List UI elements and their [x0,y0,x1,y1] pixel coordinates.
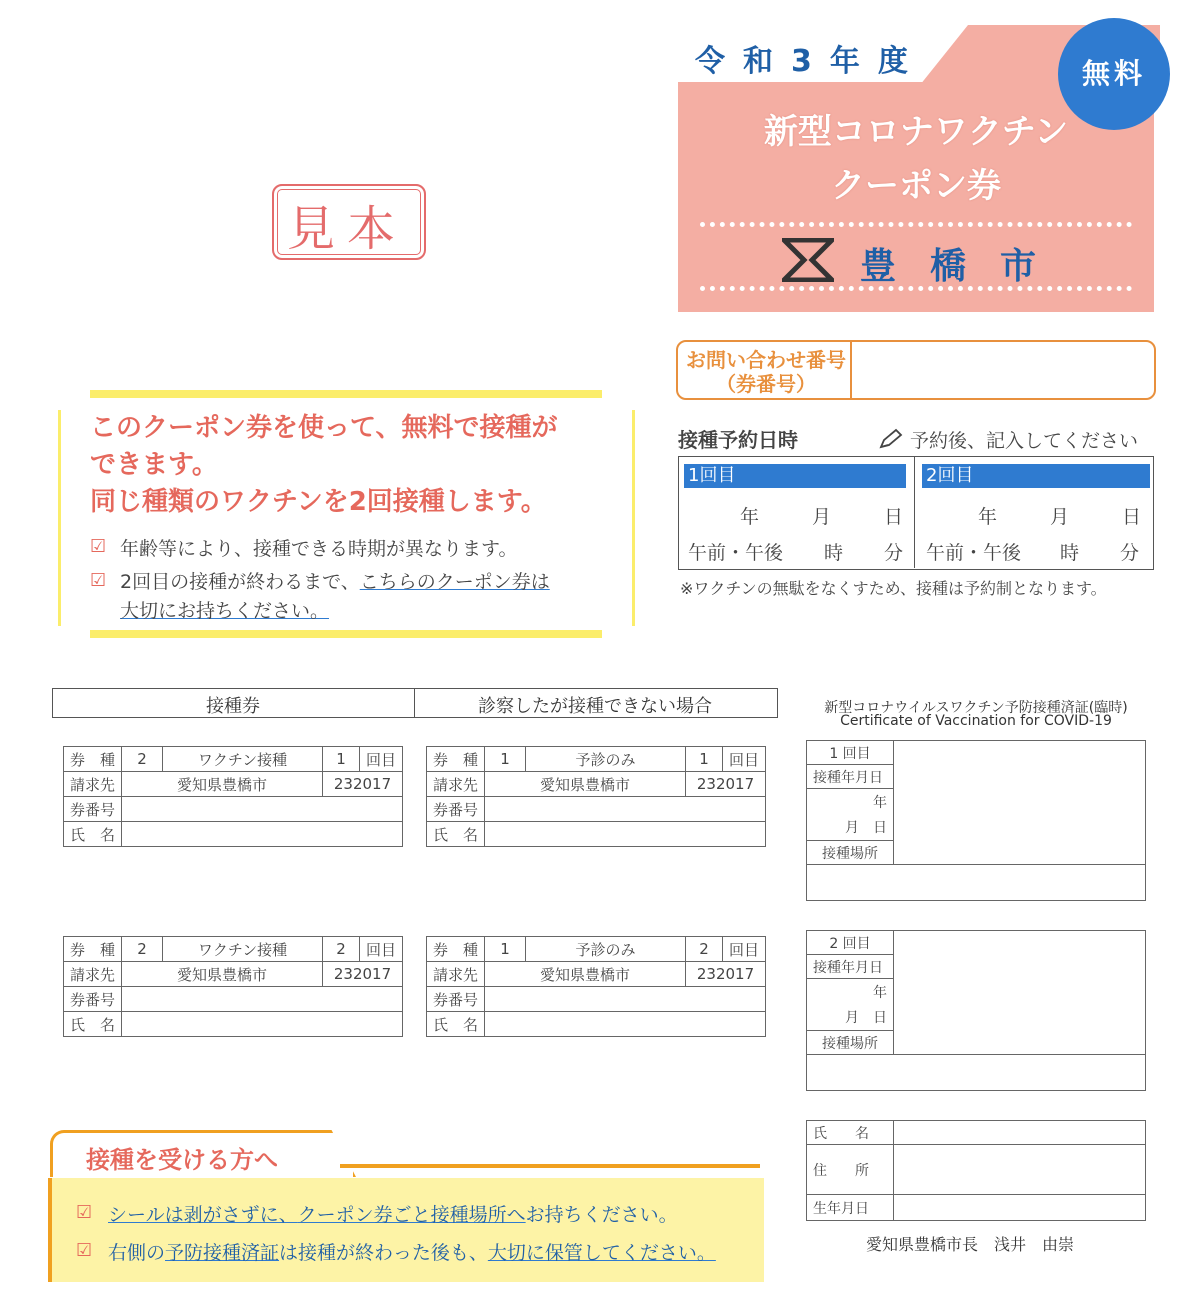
address-field[interactable] [894,1145,1146,1195]
date-label: 接種年月日 [807,955,894,979]
name-label: 氏 名 [427,1012,485,1037]
billing-value: 愛知県豊橋市 [485,772,686,797]
notice-border [58,410,61,626]
kind-label: 券 種 [64,747,122,772]
dose1-seal-area[interactable] [894,741,1146,865]
dose-number: 2 [685,937,722,962]
recipient-body [48,1178,764,1282]
name-field[interactable] [894,1121,1146,1145]
number-label: 券番号 [64,797,122,822]
notice-bullet-2-emphasis: こちらのクーポン券は [359,571,550,593]
kind-name: ワクチン接種 [163,747,323,772]
fiscal-year: 令和3年度 [695,44,926,79]
billing-code: 232017 [322,962,402,987]
checkbox-icon: ☑ [90,570,107,591]
dose-number: 2 [322,937,359,962]
date-year: 年 [807,789,894,815]
second-ampm-label: 午前・午後 [926,542,1022,564]
coupon-header-right: 診察したが接種できない場合 [478,696,712,717]
pencil-icon [878,428,904,450]
first-ampm-label: 午前・午後 [688,542,784,564]
checkbox-icon: ☑ [76,1240,93,1261]
billing-code: 232017 [685,962,765,987]
notice-headline-line1: このクーポン券を使って、無料で接種が [90,413,558,443]
city-emblem-icon [782,238,834,282]
coupon-title-line2: クーポン券 [831,166,1001,206]
kind-label: 券 種 [427,747,485,772]
first-minute-label: 分 [884,542,904,564]
dose-number: 1 [685,747,722,772]
dose2-seal-area[interactable] [894,931,1146,1055]
checkbox-icon: ☑ [76,1202,93,1223]
first-month-label: 月 [812,506,832,528]
kind-name: ワクチン接種 [163,937,323,962]
coupon-ticket-exam-2[interactable] [426,936,766,1037]
address-label: 住 所 [807,1145,894,1195]
second-year-label: 年 [978,506,998,528]
recipient-divider [340,1164,760,1168]
dose2-place-field[interactable] [807,1055,1146,1091]
name-field[interactable] [485,822,766,847]
recipient-line-1-b: クーポン券ごと接種場所へ [297,1204,526,1226]
birth-field[interactable] [894,1195,1146,1221]
billing-value: 愛知県豊橋市 [122,772,323,797]
inquiry-divider [850,342,852,398]
notice-headline-line3: 同じ種類のワクチンを2回接種します。 [90,487,547,517]
number-field[interactable] [485,987,766,1012]
first-day-label: 日 [884,506,904,528]
billing-label: 請求先 [427,962,485,987]
dose-label: 回目 [722,747,765,772]
date-month-day: 月 日 [807,815,894,841]
number-field[interactable] [122,797,403,822]
second-minute-label: 分 [1120,542,1140,564]
inquiry-label: お問い合わせ番号 [686,348,846,372]
coupon-header-left: 接種券 [206,696,260,717]
kind-number: 1 [485,937,526,962]
number-field[interactable] [122,987,403,1012]
place-label: 接種場所 [807,841,894,865]
recipient-line-2-b: 予防接種済証 [165,1242,280,1264]
recipient-line-2 [108,1238,716,1265]
name-field[interactable] [122,822,403,847]
checkbox-icon: ☑ [90,536,107,557]
certificate-title-en: Certificate of Vaccination for COVID-19 [840,713,1112,729]
recipient-line-1-a: シールは剥がさずに、 [108,1204,298,1226]
kind-number: 2 [122,747,163,772]
date-month-day: 月 日 [807,1005,894,1031]
reservation-note: 予約後、記入してください [910,430,1139,452]
name-field[interactable] [122,1012,403,1037]
coupon-ticket-vaccine-2[interactable] [63,936,403,1037]
reservation-footnote: ※ワクチンの無駄をなくすため、接種は予約制となります。 [680,579,1107,598]
billing-value: 愛知県豊橋市 [122,962,323,987]
billing-label: 請求先 [64,772,122,797]
name-field[interactable] [485,1012,766,1037]
notice-headline-line2: できます。 [90,450,218,480]
dose2-label: 2 回目 [807,931,894,955]
recipient-line-2-c: は接種が終わった後も、 [279,1242,488,1264]
notice-border [90,390,602,398]
recipient-line-1 [108,1200,678,1227]
dotted-divider [700,222,1132,227]
notice-bullet-1: 年齢等により、接種できる時期が異なります。 [120,538,518,560]
billing-code: 232017 [685,772,765,797]
notice-bullet-2 [120,568,620,626]
dose-label: 回目 [722,937,765,962]
coupon-ticket-vaccine-1[interactable] [63,746,403,847]
first-year-label: 年 [740,506,760,528]
recipient-line-1-c: お持ちください。 [525,1204,678,1226]
billing-label: 請求先 [427,772,485,797]
birth-label: 生年月日 [807,1195,894,1221]
name-label: 氏 名 [807,1121,894,1145]
kind-number: 1 [485,747,526,772]
inquiry-number-field[interactable] [860,352,1140,384]
second-hour-label: 時 [1060,542,1080,564]
name-label: 氏 名 [64,822,122,847]
coupon-ticket-exam-1[interactable] [426,746,766,847]
free-badge-label: 無料 [1081,57,1146,90]
coupon-title-line1: 新型コロナワクチン [763,112,1069,152]
dose-label: 回目 [359,937,402,962]
date-year: 年 [807,979,894,1005]
first-dose-header: 1回目 [684,464,906,488]
inquiry-sublabel: （券番号） [716,372,816,396]
dose1-label: 1 回目 [807,741,894,765]
place-label: 接種場所 [807,1031,894,1055]
billing-value: 愛知県豊橋市 [485,962,686,987]
certificate-title: 新型コロナウイルスワクチン予防接種済証(臨時) [824,700,1128,716]
kind-name: 予診のみ [526,747,686,772]
kind-number: 2 [122,937,163,962]
dose1-place-field[interactable] [807,865,1146,901]
kind-name: 予診のみ [526,937,686,962]
number-field[interactable] [485,797,766,822]
notice-border [90,630,602,638]
notice-headline [90,410,630,521]
number-label: 券番号 [427,987,485,1012]
recipient-line-2-a: 右側の [108,1242,166,1264]
dose-number: 1 [322,747,359,772]
recipient-line-2-d: 大切に保管してください。 [487,1242,716,1264]
certificate-personal [806,1120,1146,1221]
city-name: 豊橋市 [860,246,1071,287]
certificate-dose1 [806,740,1146,901]
second-dose-header: 2回目 [922,464,1150,488]
name-label: 氏 名 [64,1012,122,1037]
sample-stamp-text: 見本 [286,201,407,257]
kind-label: 券 種 [427,937,485,962]
kind-label: 券 種 [64,937,122,962]
notice-bullet-2-emphasis-cont: 大切にお持ちください。 [120,600,330,622]
date-label: 接種年月日 [807,765,894,789]
first-hour-label: 時 [824,542,844,564]
certificate-dose2 [806,930,1146,1091]
recipient-title: 接種を受ける方へ [86,1146,278,1174]
name-label: 氏 名 [427,822,485,847]
second-day-label: 日 [1122,506,1142,528]
billing-label: 請求先 [64,962,122,987]
notice-bullet-2-text: 2回目の接種が終わるまで、 [120,571,360,593]
billing-code: 232017 [322,772,402,797]
reservation-divider [914,456,915,568]
second-month-label: 月 [1050,506,1070,528]
mayor-signature-line: 愛知県豊橋市長 浅井 由崇 [866,1235,1075,1254]
number-label: 券番号 [427,797,485,822]
dose-label: 回目 [359,747,402,772]
reservation-title: 接種予約日時 [678,428,798,452]
number-label: 券番号 [64,987,122,1012]
notice-border [632,410,635,626]
